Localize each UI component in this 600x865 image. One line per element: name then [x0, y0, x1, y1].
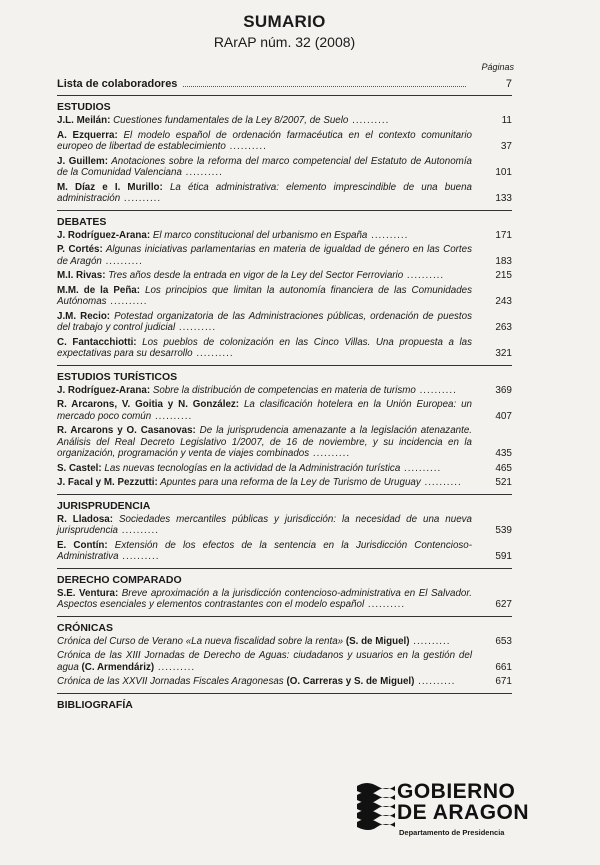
entry-title: De la jurisprudencia amenazante a la legislación atenazante. Análisis del Real Decreto Legislativo 1/2007, de 16 de noviembre, y su incidencia en la organización, programación y venta de viajes combinados [57, 425, 472, 459]
entry-author: J. Facal y M. Pezzutti: [57, 477, 158, 488]
entry-page-number: 627 [495, 599, 512, 610]
entry-text [57, 130, 472, 153]
toc-entry [57, 636, 512, 648]
entry-text [57, 676, 472, 688]
dot-leader: .......... [181, 167, 223, 178]
entry-title: Sobre la distribución de competencias en materia de turismo [150, 384, 416, 396]
entry-title: Algunas iniciativas parlamentarias en materia de igualdad de género en las Cortes de Aragón [57, 244, 472, 267]
entry-author: M.M. de la Peña: [57, 284, 141, 296]
entry-title: Breve aproximación a la jurisdicción contencioso-administrativa en El Salvador. Aspectos esenciales y elementos contrastantes con el modelo español [57, 587, 472, 610]
toc-entry [57, 337, 512, 360]
department-name: Departamento de Presidencia [399, 828, 505, 837]
toc-entry [57, 477, 512, 489]
dot-leader: .......... [225, 141, 267, 152]
dot-leader: .......... [403, 270, 445, 281]
entry-title: Crónica del Curso de Verano «La nueva fiscalidad sobre la renta» [57, 635, 346, 647]
entry-page-number: 653 [495, 635, 512, 647]
toc-entry [57, 156, 512, 179]
entry-page-number: 671 [495, 676, 512, 687]
entry-page-number: 407 [495, 410, 512, 422]
toc-entry [57, 385, 512, 397]
entry-page-number: 263 [495, 322, 512, 333]
aragon-stripes-logo-icon [355, 780, 395, 830]
dot-leader: .......... [364, 599, 406, 610]
entry-title: Apuntes para una reforma de la Ley de Turismo de Uruguay [157, 477, 421, 488]
dot-leader: .......... [151, 410, 193, 422]
entry-author: J.L. Meilán: [57, 115, 111, 126]
pages-column-label: Páginas [481, 62, 514, 72]
entry-text [57, 385, 472, 397]
section-heading: ESTUDIOS TURÍSTICOS [57, 365, 512, 383]
section-heading: JURISPRUDENCIA [57, 494, 512, 512]
entry-author: S. Castel: [57, 462, 102, 474]
toc-entry [57, 425, 512, 460]
entry-text [57, 636, 472, 648]
entry-text [57, 244, 472, 267]
toc-entry [57, 540, 512, 563]
dot-leader [183, 86, 466, 87]
entry-title: Tres años desde la entrada en vigor de la Ley del Sector Ferroviario [105, 270, 404, 281]
dot-leader: .......... [154, 661, 196, 673]
section-heading: CRÓNICAS [57, 616, 512, 634]
collaborators-label: Lista de colaboradores [57, 78, 178, 90]
entry-title: Los pueblos de colonización en las Cinco Villas. Una propuesta a las expectativas para su desarrollo [57, 336, 472, 359]
toc-section [57, 494, 512, 563]
section-heading: DERECHO COMPARADO [57, 568, 512, 586]
entry-page-number: 591 [495, 551, 512, 562]
entry-author: J. Guillem: [57, 155, 108, 167]
entry-text [57, 425, 472, 460]
dot-leader: .......... [106, 296, 148, 307]
toc-entry [57, 115, 512, 127]
toc-entry [57, 588, 512, 611]
entry-text [57, 337, 472, 360]
section-heading: BIBLIOGRAFÍA [57, 693, 512, 711]
entry-page-number: 171 [495, 229, 512, 241]
dot-leader: .......... [175, 322, 217, 333]
dot-leader: .......... [348, 115, 390, 126]
page-title: SUMARIO [243, 12, 326, 31]
gobierno-aragon-logo [355, 780, 555, 850]
toc-section [57, 693, 512, 711]
entry-page-number: 369 [495, 384, 512, 396]
toc-entry [57, 463, 512, 475]
dot-leader: .......... [101, 255, 143, 267]
dot-leader: .......... [118, 525, 159, 536]
toc-entry [57, 244, 512, 267]
entry-page-number: 37 [500, 141, 512, 152]
dot-leader: .......... [120, 193, 162, 204]
entry-text [57, 588, 472, 611]
toc-section [57, 210, 512, 360]
section-heading: DEBATES [57, 210, 512, 228]
dot-leader: .......... [415, 384, 457, 396]
entry-page-number: 243 [495, 296, 512, 307]
dot-leader: .......... [192, 348, 234, 359]
entry-author: E. Contín: [57, 539, 108, 551]
logo-line-2: DE ARAGON [397, 801, 530, 824]
entry-author: R. Arcarons y O. Casanovas: [57, 425, 196, 436]
entry-title: El marco constitucional del urbanismo en España [150, 229, 368, 241]
entry-text [57, 463, 472, 475]
toc-section [57, 616, 512, 688]
entry-chronicler: (O. Carreras y S. de Miguel) [286, 676, 415, 687]
entry-title: Cuestiones fundamentales de la Ley 8/2007, de Suelo [110, 115, 349, 126]
entry-author: P. Cortés: [57, 244, 103, 255]
dot-leader: .......... [118, 551, 160, 562]
entry-title: Crónica de las XXVII Jornadas Fiscales Aragonesas [57, 676, 287, 687]
entry-page-number: 465 [495, 462, 512, 474]
header [57, 0, 512, 50]
toc-entry [57, 311, 512, 334]
entry-title: El modelo español de ordenación farmacéutica en el contexto comunitario europeo de libertad de establecimiento [57, 129, 472, 152]
toc-section [57, 365, 512, 489]
entry-text [57, 115, 472, 127]
dot-leader: .......... [400, 462, 442, 474]
entry-title: Las nuevas tecnologías en la actividad de la Administración turística [101, 462, 401, 474]
toc-entry [57, 182, 512, 205]
dot-leader: .......... [367, 229, 409, 241]
collaborators-row [57, 78, 512, 90]
entry-text [57, 399, 472, 422]
entry-title: Sociedades mercantiles públicas y jurisdicción: la necesidad de una nueva jurisprudencia [57, 513, 472, 536]
entry-author: J.M. Recio: [57, 310, 111, 322]
toc-entry [57, 230, 512, 242]
entry-title: La ética administrativa: elemento imprescindible de una buena administración [57, 181, 472, 204]
toc-entry [57, 514, 512, 537]
entry-page-number: 101 [495, 167, 512, 178]
entry-page-number: 215 [495, 270, 512, 281]
dot-leader: .......... [309, 448, 351, 459]
entry-text [57, 477, 472, 489]
logo-line-1: GOBIERNO [397, 780, 516, 803]
collaborators-page: 7 [505, 78, 512, 90]
entry-title: Los principios que limitan la autonomía financiera de las Comunidades Autónomas [57, 284, 472, 307]
section-heading: ESTUDIOS [57, 95, 512, 113]
entry-author: R. Lladosa: [57, 513, 114, 525]
entry-text [57, 230, 472, 242]
entry-author: C. Fantacchiotti: [57, 336, 137, 348]
entry-title: Crónica de las XIII Jornadas de Derecho de Aguas: ciudadanos y usuarios en la gestión del agua [57, 650, 472, 673]
sections-container [57, 95, 512, 711]
entry-page-number: 521 [495, 477, 512, 488]
entry-author: R. Arcarons, V. Goitia y N. González: [57, 399, 240, 410]
entry-text [57, 285, 472, 308]
entry-text [57, 182, 472, 205]
entry-title: Extensión de los efectos de la sentencia en la Jurisdicción Contencioso-Administrativa [57, 539, 472, 562]
entry-text [57, 650, 472, 673]
toc-section [57, 95, 512, 205]
summary-page [57, 0, 512, 713]
toc-entry [57, 285, 512, 308]
entry-text [57, 156, 472, 179]
page-subtitle: RArAP núm. 32 (2008) [213, 34, 356, 50]
entry-page-number: 133 [495, 193, 512, 204]
entry-title: La clasificación hotelera en la Unión Europea: un mercado poco común [57, 399, 472, 422]
entry-author: M. Díaz e I. Murillo: [57, 181, 163, 193]
entry-text [57, 514, 472, 537]
toc-entry [57, 130, 512, 153]
entry-author: M.I. Rivas: [57, 270, 106, 281]
entry-page-number: 321 [495, 348, 512, 359]
entry-author: J. Rodríguez-Arana: [57, 229, 151, 241]
toc-section [57, 568, 512, 611]
toc-entry [57, 270, 512, 282]
toc-entry [57, 650, 512, 673]
entry-chronicler: (S. de Miguel) [345, 635, 410, 647]
entry-text [57, 540, 472, 563]
entry-author: S.E. Ventura: [57, 587, 119, 599]
entry-author: A. Ezquerra: [57, 129, 118, 141]
entry-page-number: 11 [501, 115, 512, 126]
entry-page-number: 661 [495, 661, 512, 673]
entry-text [57, 270, 472, 282]
entry-title: Potestad organizatoria de las Administraciones públicas, ordenación de puestos del trabajo y control judicial [57, 310, 472, 333]
entry-title: Anotaciones sobre la reforma del marco competencial del Estatuto de Autonomía de la Comunidad Valenciana [57, 155, 472, 178]
entry-page-number: 183 [495, 255, 512, 267]
entry-page-number: 435 [495, 448, 512, 459]
dot-leader: .......... [414, 676, 456, 687]
entry-page-number: 539 [495, 525, 512, 536]
dot-leader: .......... [420, 477, 462, 488]
dot-leader: .......... [409, 635, 451, 647]
entry-chronicler: (C. Armendáriz) [81, 661, 155, 673]
entry-text [57, 311, 472, 334]
toc-entry [57, 399, 512, 422]
toc-entry [57, 676, 512, 688]
entry-author: J. Rodríguez-Arana: [57, 384, 151, 396]
